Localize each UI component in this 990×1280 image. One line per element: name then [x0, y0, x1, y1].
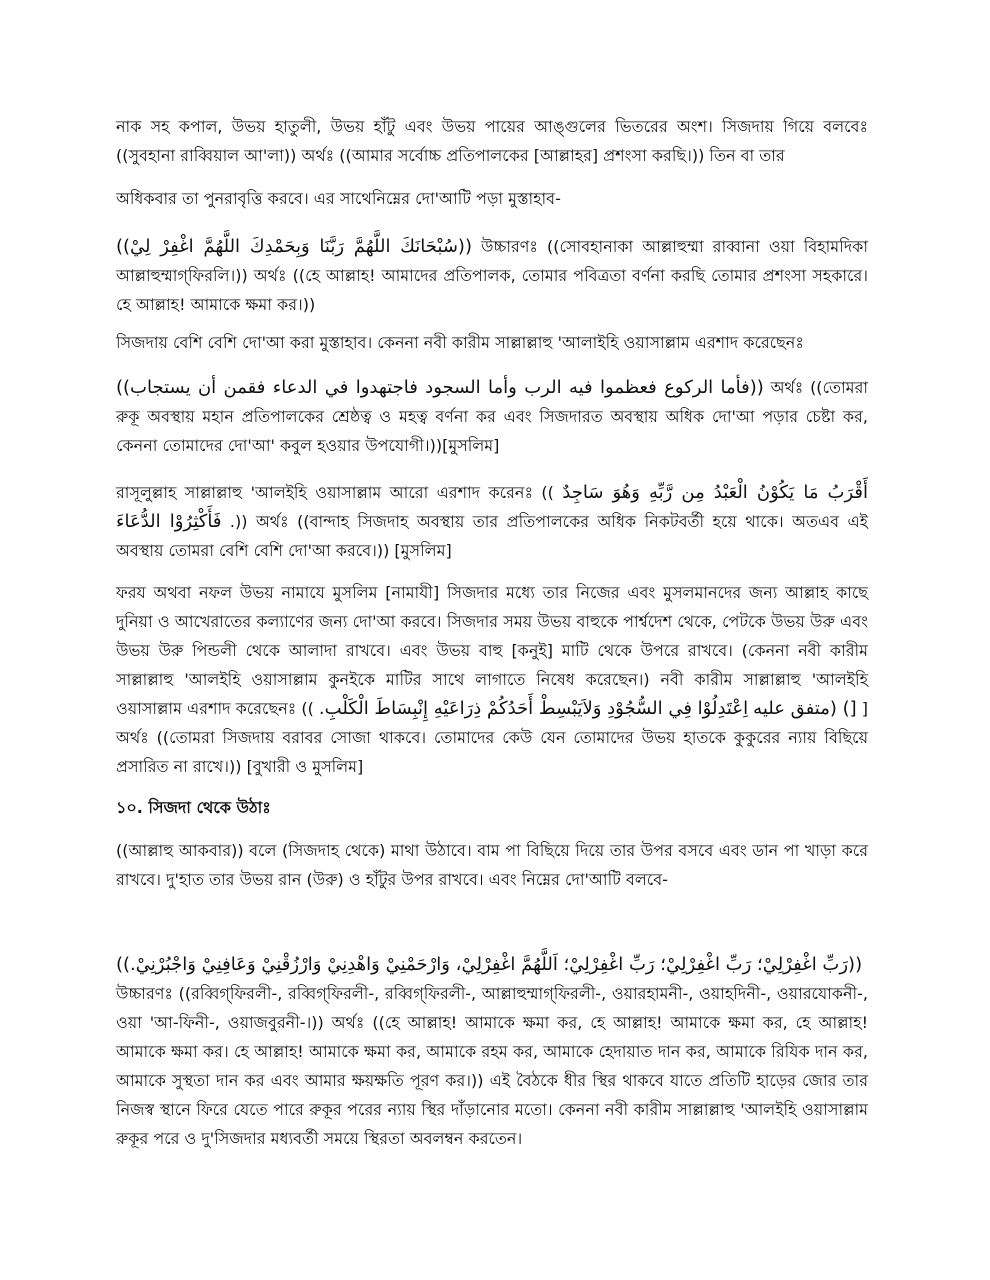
- paragraph-rise-from-sujud: ((আল্লাহু আকবার)) বলে (সিজদাহ থেকে) মাথা উঠাবে। বাম পা বিছিয়ে দিয়ে তার উপর বসবে এবং ডান পা খাড়া করে রাখবে। দু'হাত তার উভয় রান (উরু) ও হাঁটুর উপর রাখবে। এবং নিম্নের দো'আটি বলবে-: [116, 841, 868, 889]
- arabic-hadith-ruku-sujud: ((فأما الركوع فعظموا فيه الرب وأما السجود فاجتهدوا في الدعاء فقمن أن يستجاب)): [116, 377, 764, 398]
- paragraph-hadith-closest: [116, 478, 868, 565]
- paragraph-prostration-posture: [116, 578, 868, 781]
- paragraph-dua-between-sujud: [116, 950, 868, 1153]
- arabic-hadith-source: [) (متفق عليه: [753, 698, 857, 719]
- paragraph-hadith-ruku-sujud: [116, 373, 868, 460]
- paragraph-dua-recommendation: সিজদায় বেশি বেশি দো'আ করা মুস্তাহাব। কেননা নবী কারীম সাল্লাল্লাহু 'আলাইহি ওয়াসাল্লাম এরশাদ করেছেনঃ: [116, 333, 804, 352]
- paragraph-repeat-note: অধিকবার তা পুনরাবৃত্তি করবে। এর সাথেনিম্নের দো'আটি পড়া মুস্তাহাব-: [116, 189, 561, 208]
- prostration-posture-text: ফরয অথবা নফল উভয় নামাযে মুসলিম [নামাযী] সিজদার মধ্যে তার নিজের এবং মুসলমানদের জন্য আল্লাহ কাছে দুনিয়া ও আখেরাতের কল্যাণের জন্য দো'আ করবে। সিজদার সময় উভয় বাহুকে পার্শ্বদেশ থেকে, পেটকে উভয় উরু এবং উভয় উরু পিন্ডলী থেকে আলাদা রাখবে। এবং উভয় বাহু [কনুই] মাটি থেকে উপরে রাখবে। (কেননা নবী কারীম সাল্লাল্লাহু 'আলইহি ওয়াসাল্লাম কুনইকে মাটির সাথে লাগাতে নিষেধ করেছেন।) নবী কারীম সাল্লাল্লাহু 'আলইহি ওয়াসাল্লাম এরশাদ করেছেনঃ ((: [116, 583, 868, 718]
- hadith-closest-translation: .)) অর্থঃ ((বান্দাহ সিজদাহ অবস্থায় তার প্রতিপালকের অধিক নিকটবর্তী হয়ে থাকে। অতএব এই অবস্থায় তোমরা বেশি বেশি দো'আ করবে।)) [মুসলিম]: [116, 512, 868, 560]
- prostration-posture-translation: ] অর্থঃ ((তোমরা সিজদায় বরাবর সোজা থাকবে। তোমাদের কেউ যেন তোমাদের উভয় হাতকে কুকুরের ন্যায় বিছিয়ে প্রসারিত না রাখে।)) [বুখারী ও মুসলিম]: [116, 699, 868, 776]
- arabic-hadith-closest: أَقْرَبُ مَا يَكُوْنُ الْعَبْدُ مِن رَّبِّهِ وَهُوَ سَاجِدٌ فَأَكْثِرُوْا الدُّعَاءَ: [116, 482, 868, 532]
- arabic-dua-between-sujud: ((رَبِّ اغْفِرْلِيْ؛ رَبِّ اغْفِرْلِيْ؛ رَبِّ اغْفِرْلِيْ؛ اَللَّهُمَّ اغْفِرْلِيْ، وَارْحَمْنِيْ وَاهْدِنِيْ وَارْزُقْنِيْ وَعَافِنِيْ وَاجْبُرْنِيْ.)): [116, 954, 863, 975]
- paragraph-dua-subhanaka: [116, 232, 868, 319]
- section-heading-rise-from-sujud: ১০. সিজদা থেকে উঠাঃ: [116, 798, 271, 817]
- arabic-dua-subhanaka: ((سُبْحَانَكَ اللَّهُمَّ رَبَّنَا وَبِحَمْدِكَ اللَّهُمَّ اغْفِرْ لِيْ)): [116, 236, 472, 257]
- hadith-closest-lead: রাসূলুল্লাহ সাল্লাল্লাহু 'আলইহি ওয়াসাল্লাম আরো এরশাদ করেনঃ ((: [116, 483, 554, 502]
- arabic-hadith-posture: اِعْتَدِلُوْا فِي السُّجُوْدِ وَلاَيَبْسِطْ أَحَدُكُمْ ذِرَاعَيْهِ إِنْبِسَاطَ الْكَلْبِ.: [318, 698, 749, 719]
- paragraph-sujud-parts: নাক সহ কপাল, উভয় হাতুলী, উভয় হাঁটু এবং উভয় পায়ের আঙ্গুলের ভিতরের অংশ। সিজদায় গিয়ে বলবেঃ ((সুবহানা রাব্বিয়াল আ'লা)) অর্থঃ ((আমার সর্বোচ্চ প্রতিপালকের [আল্লাহর] প্রশংসা করছি।)) তিন বা তার: [116, 117, 868, 165]
- dua-subhanaka-translation: উচ্চারণঃ ((সোবহানাকা আল্লাহুম্মা রাব্বানা ওয়া বিহামদিকা আল্লাহুম্মাগ্‌ফিরলি।)) অর্থঃ ((হে আল্লাহ! আমাদের প্রতিপালক, তোমার পবিত্রতা বর্ণনা করছি তোমার প্রশংসা সহকারে। হে আল্লাহ! আমাকে ক্ষমা কর।)): [116, 237, 868, 314]
- dua-between-sujud-translation: উচ্চারণঃ ((রব্বিগ্‌ফিরলী-, রব্বিগ্‌ফিরলী-, রব্বিগ্‌ফিরলী-, আল্লাহুম্মাগ্‌ফিরলী-, ওয়ারহামনী-, ওয়াহদিনী-, ওয়ারযোকনী-, ওয়া 'আ-ফিনী-, ওয়াজবুরনী-।)) অর্থঃ ((হে আল্লাহ! আমাকে ক্ষমা কর, হে আল্লাহ! আমাকে ক্ষমা কর, হে আল্লাহ! আমাকে ক্ষমা কর। হে আল্লাহ! আমাকে ক্ষমা কর, আমাকে রহম কর, আমাকে হেদায়াত দান কর, আমাকে রিযিক দান কর, আমাকে সুস্থতা দান কর এবং আমার ক্ষয়ক্ষতি পূরণ কর।)) এই বৈঠকে ধীর স্থির থাকবে যাতে প্রতিটি হাড়ের জোর তার নিজস্ব স্থানে ফিরে যেতে পারে রুকূর পরের ন্যায় স্থির দাঁড়ানোর মতো। কেননা নবী কারীম সাল্লাল্লাহু 'আলইহি ওয়াসাল্লাম রুকূর পরে ও দু'সিজদার মধ্যবর্তী সময়ে স্থিরতা অবলম্বন করতেন।: [116, 984, 868, 1148]
- hadith-ruku-sujud-translation: অর্থঃ ((তোমরা রুকূ অবস্থায় মহান প্রতিপালকের শ্রেষ্ঠত্ব ও মহত্ব বর্ণনা কর এবং সিজদারত অবস্থায় অধিক দো'আ পড়ার চেষ্টা কর, কেননা তোমাদের দো'আ' কবুল হওয়ার উপযোগী।))[মুসলিম]: [116, 378, 869, 455]
